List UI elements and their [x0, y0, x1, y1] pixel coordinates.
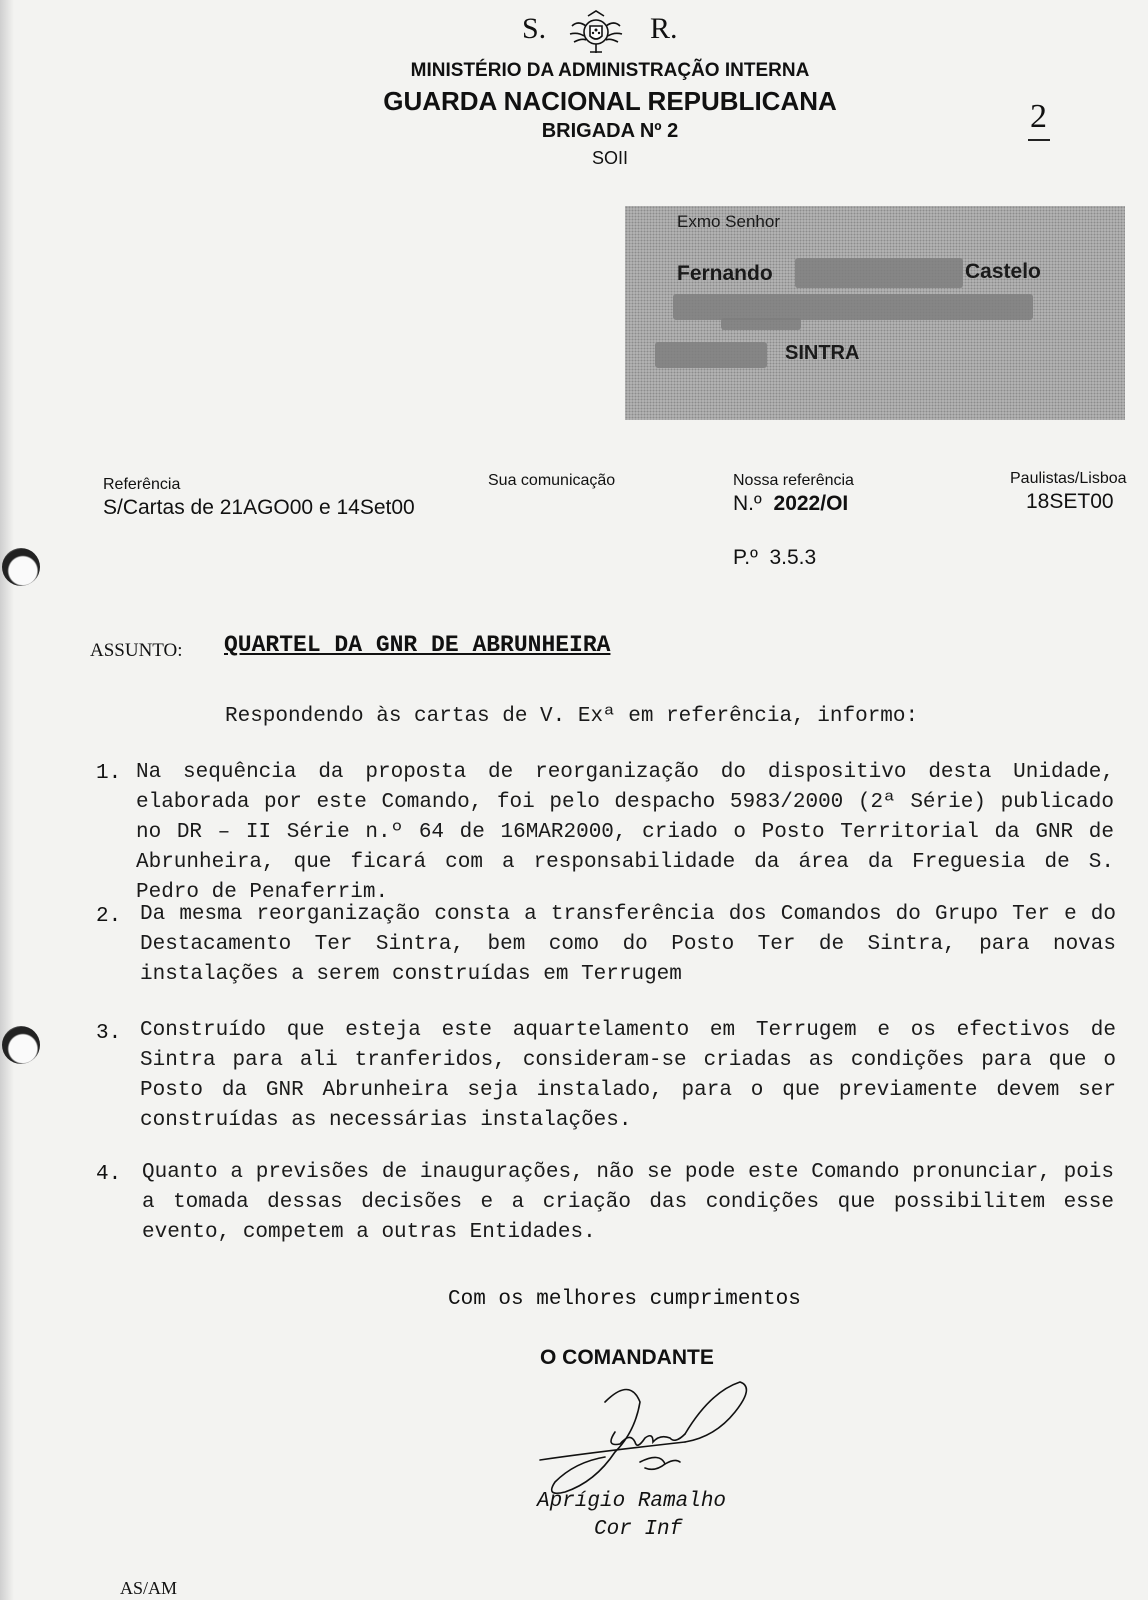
redaction-block — [795, 258, 963, 288]
brigade-title: BRIGADA Nº 2 — [541, 120, 679, 142]
redaction-block — [655, 342, 767, 368]
sua-comunicacao-label: Sua comunicação — [488, 472, 616, 489]
sr-right-letter: R. — [650, 12, 678, 45]
section-code: SOII — [591, 148, 628, 168]
page-number-underline — [1028, 139, 1050, 141]
punch-hole — [2, 1026, 40, 1064]
recipient-salutation: Exmo Senhor — [677, 212, 780, 231]
coat-of-arms-header — [500, 8, 700, 52]
paragraph-number: 1. — [96, 762, 122, 785]
ministry-title: MINISTÉRIO DA ADMINISTRAÇÃO INTERNA — [410, 60, 810, 81]
paragraph-text: Da mesma reorganização consta a transferência dos Comandos do Grupo Ter e do Destacamento Ter Sintra, bem como do Posto Ter de Sintra, para novas instalações a serem construídas em Terrugem — [140, 903, 1116, 986]
place-label: Paulistas/Lisboa — [1010, 470, 1127, 487]
nossa-referencia-label: Nossa referência — [733, 472, 854, 489]
paragraph-number: 4. — [96, 1163, 122, 1186]
paragraph-number: 3. — [96, 1022, 122, 1045]
processo-number: P.º 3.5.3 — [733, 546, 817, 569]
subject-label: ASSUNTO: — [90, 640, 183, 661]
page-number: 2 — [1030, 98, 1047, 135]
punch-hole — [2, 548, 40, 586]
recipient-address-box — [625, 206, 1125, 420]
nossa-referencia-number: 2022/OI — [773, 492, 849, 515]
paragraph-text: Construído que esteja este aquartelamento em Terrugem e os efectivos de Sintra para ali tranferidos, consideram-se criadas as condições para que o Posto da GNR Abrunheira seja instalado, para o que previamente devem ser construídas as necessárias instalações. — [140, 1019, 1116, 1132]
body-intro: Respondendo às cartas de V. Exª em referência, informo: — [225, 705, 919, 728]
recipient-city: SINTRA — [785, 342, 860, 364]
page-edge-shadow — [0, 0, 14, 1600]
recipient-first-name: Fernando — [677, 262, 773, 285]
coat-of-arms-icon — [566, 8, 626, 56]
redaction-block — [721, 318, 801, 330]
nossa-referencia-value — [733, 492, 848, 516]
subject-value: QUARTEL DA GNR DE ABRUNHEIRA — [224, 632, 611, 658]
organization-title: GUARDA NACIONAL REPUBLICANA — [383, 86, 837, 116]
recipient-last-name: Castelo — [965, 260, 1041, 283]
nossa-referencia-prefix: N.º — [733, 492, 762, 515]
redaction-block — [673, 294, 1033, 320]
referencia-value: S/Cartas de 21AGO00 e 14Set00 — [103, 496, 415, 519]
signatory-name: Aprígio Ramalho — [537, 1490, 727, 1513]
letter-date: 18SET00 — [1026, 490, 1114, 513]
paragraph-text: Quanto a previsões de inaugurações, não se pode este Comando pronunciar, pois a tomada dessas decisões e a criação das condições que possibilitem esse evento, competem a outras Entidades. — [142, 1161, 1114, 1244]
typist-initials: AS/AM — [120, 1578, 178, 1598]
paragraph-text: Na sequência da proposta de reorganização do dispositivo desta Unidade, elaborada por este Comando, foi pelo despacho 5983/2000 (2ª Série) publicado no DR – II Série n.º 64 de 16MAR2000, criado o Posto Territorial da GNR de Abrunheira, que ficará com a responsabilidade da área da Freguesia de S. Pedro de Penaferrim. — [136, 761, 1114, 904]
handwritten-signature — [535, 1372, 755, 1502]
referencia-label: Referência — [103, 476, 181, 493]
signatory-rank: Cor Inf — [594, 1518, 683, 1541]
signatory-title: O COMANDANTE — [540, 1346, 714, 1369]
closing-line: Com os melhores cumprimentos — [448, 1288, 801, 1311]
paragraph-number: 2. — [96, 905, 122, 928]
sr-left-letter: S. — [522, 12, 547, 45]
